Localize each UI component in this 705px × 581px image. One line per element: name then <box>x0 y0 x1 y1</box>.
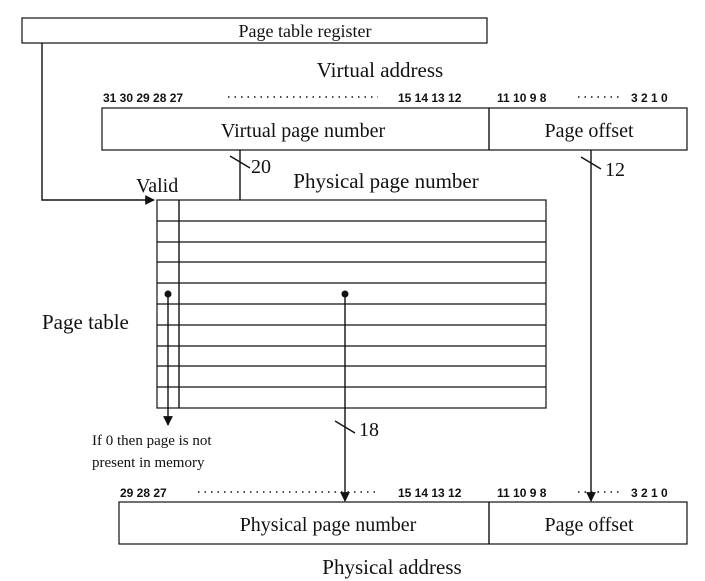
physical-page-number-label: Physical page number <box>239 514 417 536</box>
offset-width-label: 12 <box>605 159 625 181</box>
valid-note-line2: present in memory <box>92 455 205 471</box>
va-bits-left: 31 30 29 28 27 <box>103 91 184 105</box>
valid-header: Valid <box>136 175 179 197</box>
pa-bits-right-a: 11 10 9 8 <box>497 486 547 500</box>
va-bits-right-a: 11 10 9 8 <box>497 91 547 105</box>
valid-note-line1: If 0 then page is not <box>92 433 212 449</box>
pa-page-offset-label: Page offset <box>544 514 634 536</box>
page-table-register-label: Page table register <box>238 21 372 41</box>
vpn-width-label: 20 <box>251 156 271 178</box>
virtual-address-title: Virtual address <box>316 58 444 82</box>
pa-bits-right-b: 3 2 1 0 <box>631 486 668 500</box>
physical-address-title: Physical address <box>322 555 462 579</box>
ppn-width-label: 18 <box>359 419 379 441</box>
ppn-header: Physical page number <box>293 169 479 193</box>
va-page-offset-label: Page offset <box>544 120 634 142</box>
va-bits-mid: 15 14 13 12 <box>398 91 462 105</box>
virtual-page-number-label: Virtual page number <box>220 120 386 142</box>
page-table-label: Page table <box>42 310 129 334</box>
va-bits-right-b: 3 2 1 0 <box>631 91 668 105</box>
pa-bits-left: 29 28 27 <box>120 486 167 500</box>
pa-bits-mid: 15 14 13 12 <box>398 486 462 500</box>
